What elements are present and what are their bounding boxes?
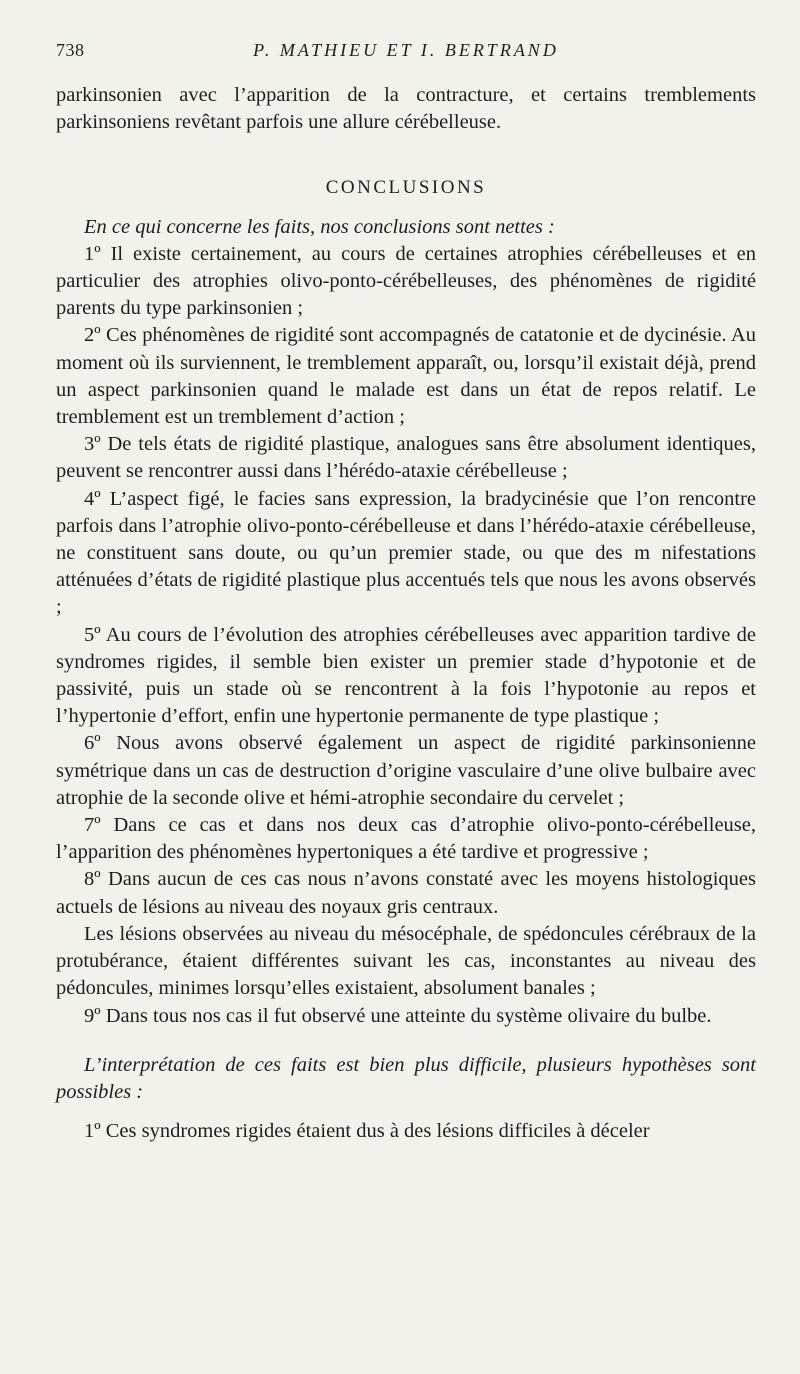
- body-text: [56, 82, 756, 1145]
- page-header: [56, 40, 756, 68]
- running-head: P. MATHIEU ET I. BERTRAND: [253, 40, 559, 60]
- lesions-paragraph: Les lésions observées au niveau du mésocéphale, de spédoncules cérébraux de la protubérance, étaient différentes suivant les cas, inconstantes au niveau des pédoncules, minimes lorsqu’elles existaient, absolument banales ;: [56, 922, 756, 1000]
- conclusion-point-7: 7º Dans ce cas et dans nos deux cas d’atrophie olivo-ponto-cérébelleuse, l’apparition des phénomènes hypertoniques a été tardive et progressive ;: [56, 814, 756, 864]
- conclusion-point-1: 1º Il existe certainement, au cours de certaines atrophies cérébelleuses et en particulier des atrophies olivo-ponto-cérébelleuses, des phénomènes de rigidité parents du type parkinsonien ;: [56, 242, 756, 320]
- section-heading: CONCLUSIONS: [325, 177, 487, 199]
- interpretation-intro: L’interprétation de ces faits est bien plus difficile, plusieurs hypothèses sont possibles :: [56, 1053, 756, 1103]
- conclusion-point-6: 6º Nous avons observé également un aspect de rigidité parkinsonienne symétrique dans un cas de destruction d’origine vasculaire d’une olive bulbaire avec atrophie de la seconde olive et hémi-atrophie secondaire du cervelet ;: [56, 732, 756, 809]
- conclusion-point-3: 3º De tels états de rigidité plastique, analogues sans être absolument identiques, peuvent se rencontrer aussi dans l’hérédo-ataxie cérébelleuse ;: [56, 433, 756, 483]
- conclusion-point-9: 9º Dans tous nos cas il fut observé une atteinte du système olivaire du bulbe.: [84, 1004, 712, 1027]
- page-number: 738: [56, 40, 85, 60]
- hypothesis-1: 1º Ces syndromes rigides étaient dus à des lésions difficiles à déceler: [84, 1120, 650, 1143]
- conclusion-point-8: 8º Dans aucun de ces cas nous n’avons constaté avec les moyens histologiques actuels de lésions au niveau des noyaux gris centraux.: [56, 868, 756, 918]
- conclusion-point-2: 2º Ces phénomènes de rigidité sont accompagnés de catatonie et de dycinésie. Au moment où ils surviennent, le tremblement apparaît, ou, lorsqu’il existait déjà, prend un aspect parkinsonien quand le malade est dans un état de repos relatif. Le tremblement est un tremblement d’action ;: [56, 324, 756, 429]
- conclusion-point-5: 5º Au cours de l’évolution des atrophies cérébelleuses avec apparition tardive de syndromes rigides, il semble bien exister un premier stade d’hypotonie et de passivité, puis un stade où se rencontrent à la fois l’hypotonie au repos et l’hypertonie d’effort, enfin une hypertonie permanente de type plastique ;: [56, 623, 756, 728]
- opening-paragraph: parkinsonien avec l’apparition de la contracture, et certains tremblements parkinsoniens revêtant parfois une allure cérébelleuse.: [56, 84, 756, 134]
- conclusions-intro: En ce qui concerne les faits, nos conclusions sont nettes :: [84, 215, 555, 238]
- conclusion-point-4: 4º L’aspect figé, le facies sans expression, la bradycinésie que l’on rencontre parfois dans l’atrophie olivo-ponto-cérébelleuse et dans l’hérédo-ataxie cérébelleuse, ne constituent sans doute, ou qu’un premier stade, ou que des m nifestations atténuées d’états de rigidité plastique plus accentués tels que nous les avons observés ;: [56, 487, 756, 619]
